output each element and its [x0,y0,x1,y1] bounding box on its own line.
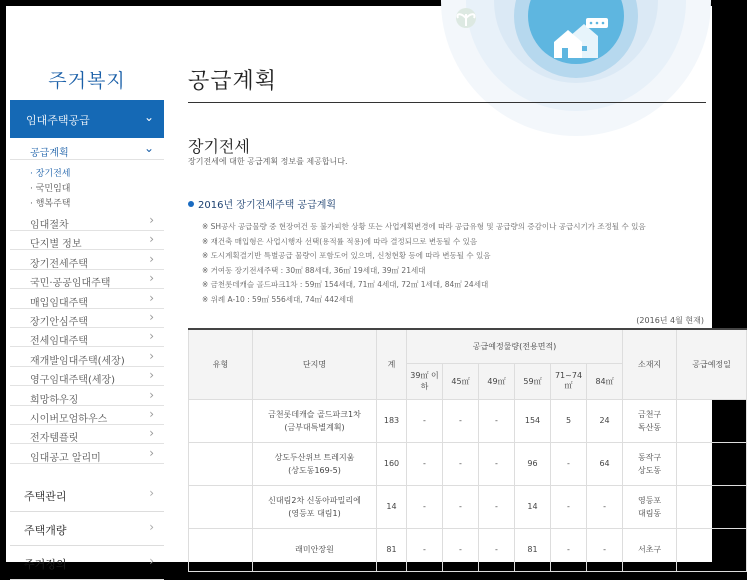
header-total: 계 [377,329,407,399]
chevron-right-icon: › [149,486,154,500]
table-row [189,528,747,571]
sidebar-item[interactable] [10,367,164,386]
sidebar-item-label: 장기안심주택 [30,317,88,328]
sidebar-item[interactable] [10,348,164,367]
page-title: 공급계획 [188,69,278,94]
cell-complex [253,442,377,485]
cell-schedule [677,485,747,528]
cell-area: - [479,399,515,442]
cell-area: - [587,528,623,571]
cell-area: 81 [515,528,551,571]
subheading-text: 2016년 장기전세주택 공급계획 [198,200,337,211]
cell-area: - [587,485,623,528]
chevron-right-icon: › [149,554,154,568]
chevron-right-icon: › [149,310,154,324]
sidebar-sub3-national[interactable]: · 국민임대 [30,184,71,194]
cell-area: - [443,528,479,571]
as-of-date: (2016년 4월 현재) [636,316,704,325]
cell-complex-detail: (상도동169-5) [288,465,341,475]
cell-location-dong: 독산동 [637,422,662,432]
cell-location-dong: 상도동 [637,465,662,475]
cell-area: - [407,485,443,528]
sidebar-main-housing-mgmt[interactable] [10,478,164,512]
chevron-right-icon: › [149,329,154,344]
cell-location-district: 영등포 [637,495,662,505]
cell-location-district: 동작구 [637,452,662,462]
cell-type [189,442,253,485]
cell-total: 183 [377,399,407,442]
note-item: ※ 거여동 장기전세주택 : 30㎡ 88세대, 36㎡ 19세대, 39㎡ 21세대 [202,265,426,275]
cell-location-district: 금천구 [637,409,662,419]
sidebar-sub-label: 공급계획 [30,148,69,159]
cell-complex-detail: (금부대특별계획) [284,422,345,432]
note-item: ※ 도시계획결기반 특별공급 물량이 포함도어 있으며, 신청현황 등에 따라 변동될 수 있음 [202,251,491,260]
cell-location [623,528,677,571]
cell-area: 5 [551,399,587,442]
cell-location-dong: 대림동 [637,508,662,518]
cell-area: - [407,399,443,442]
cell-location [623,399,677,442]
cell-area: 14 [515,485,551,528]
cell-area: 96 [515,442,551,485]
sidebar-section-rental-supply[interactable] [10,100,164,138]
sidebar-main-label: 주택개량 [24,524,67,537]
cell-total: 14 [377,485,407,528]
sidebar-main-housing-improve[interactable] [10,512,164,546]
header-decoration [386,6,716,136]
supply-plan-table [188,328,747,572]
chevron-right-icon: › [149,348,154,363]
bullet-icon [188,201,194,207]
cell-area: 24 [587,399,623,442]
notes-list [202,220,702,307]
note-item: ※ 재건축 매입형은 사업시행자 선택(용적률 적용)에 따라 결정되므로 변동될 수 있음 [202,236,478,246]
cell-total: 81 [377,528,407,571]
header-type: 유형 [189,329,253,399]
table-row [189,485,747,528]
cell-area: - [479,485,515,528]
sidebar-item[interactable] [10,251,164,270]
cell-complex [253,485,377,528]
chevron-right-icon: › [149,407,154,421]
sidebar-item[interactable] [10,328,164,347]
cell-location-district: 서초구 [637,545,662,554]
cell-location [623,485,677,528]
sidebar-item-label: 단지별 정보 [30,239,82,251]
cell-area: - [551,485,587,528]
chevron-right-icon: › [149,271,154,286]
header-area: 45㎡ [443,363,479,399]
note-item: ※ 금천롯데캐슬 골드파크1차 : 59㎡ 154세대, 71㎡ 4세대, 72㎡ 1세대, 84㎡ 24세대 [202,280,489,289]
cell-total: 160 [377,442,407,485]
sidebar-item-label: 전자템플릿 [30,433,79,445]
header-area: 49㎡ [479,363,515,399]
chevron-right-icon: › [149,520,154,534]
chevron-right-icon: › [149,232,154,247]
table-row [189,399,747,442]
cell-complex-name: 상도두산위브 트레지움 [274,452,355,462]
cell-location [623,442,677,485]
sidebar-main-label: 주거정의 [24,558,67,571]
header-supply-group: 공급예정물량(전용면적) [407,329,623,363]
cell-area: - [551,442,587,485]
sidebar-sub3-jeonse[interactable]: · 장기전세 [30,169,71,179]
cell-area: - [407,442,443,485]
sidebar-item-label: 장기전세주택 [30,258,88,270]
cell-complex [253,528,377,571]
header-area: 59㎡ [515,363,551,399]
cell-area: 154 [515,399,551,442]
sidebar-item-label: 국민·공공임대주택 [30,278,111,290]
chevron-right-icon: › [149,290,154,305]
chevron-right-icon: › [149,426,154,441]
sidebar-item[interactable] [10,212,164,231]
sidebar-item[interactable] [10,445,164,464]
cell-complex [253,399,377,442]
cell-area: - [407,528,443,571]
sidebar-item[interactable] [10,231,164,250]
cell-area: - [443,399,479,442]
cell-area: - [551,528,587,571]
chevron-right-icon: › [149,445,154,460]
cell-complex-detail: (영등포 대림1) [288,508,341,518]
section-title: 장기전세 [188,137,250,156]
sidebar-title: 주거복지 [48,70,126,92]
sidebar-item[interactable] [10,309,164,328]
cell-area: 64 [587,442,623,485]
sidebar-item-label: 전세임대주택 [30,336,88,348]
subheading [188,196,336,211]
chevron-down-icon: ⌄ [143,110,154,124]
header-schedule: 공급예정일 [677,329,747,399]
cell-schedule [677,528,747,571]
cell-area: - [479,442,515,485]
chevron-down-icon: ⌄ [143,141,154,155]
chevron-right-icon: › [149,387,154,402]
sidebar-item[interactable] [10,425,164,444]
sidebar-main-housing-justice[interactable] [10,546,164,580]
sidebar-item[interactable] [10,290,164,309]
cell-area: - [479,528,515,571]
table-row [189,442,747,485]
cell-schedule [677,399,747,442]
sidebar-item[interactable] [10,387,164,406]
sprout-icon [456,8,476,28]
header-area: 71~74㎡ [551,363,587,399]
sidebar-item-label: 임대공고 알리미 [30,452,101,464]
cell-area: - [443,442,479,485]
cell-schedule [677,442,747,485]
header-location: 소재지 [623,329,677,399]
cell-type [189,528,253,571]
cell-complex-name: 신대림2차 신동아파밀리에 [268,495,361,505]
sidebar-item[interactable] [10,270,164,289]
sidebar-item[interactable] [10,406,164,425]
header-area: 84㎡ [587,363,623,399]
note-item: ※ 위례 A-10 : 59㎡ 556세대, 74㎡ 442세대 [202,294,354,304]
page-frame [6,6,731,571]
title-divider [188,102,706,103]
sidebar-item-label: 매입임대주택 [30,297,88,309]
sidebar-sub3-happy[interactable]: · 행복주택 [30,199,71,209]
note-item: ※ SH공사 공급물량 중 현장여건 등 불가피한 상황 또는 사업계획변경에 따라 공급유형 및 공급량의 증감이나 공급시기가 조정될 수 있음 [202,222,646,231]
sidebar [10,6,164,571]
cell-complex-name: 금천롯데캐슬 골드파크1차 [268,409,361,419]
cell-complex-name: 래미안장원 [295,545,334,554]
sidebar-item-label: 영구임대주택(세장) [30,375,116,387]
cell-type [189,399,253,442]
cell-type [189,485,253,528]
sidebar-item-label: 희망하우징 [30,394,79,406]
sidebar-sub-supply-plan[interactable] [10,138,164,160]
chevron-right-icon: › [149,368,154,383]
chevron-right-icon: › [149,251,154,266]
sidebar-section-label: 임대주택공급 [26,114,90,127]
cell-area: - [443,485,479,528]
sidebar-item-label: 재개발임대주택(세장) [30,355,125,367]
sidebar-item-label: 임대절차 [30,220,69,231]
chevron-right-icon: › [149,213,154,227]
header-area: 39㎡ 이하 [407,363,443,399]
sidebar-main-label: 주택관리 [24,490,67,503]
header-complex: 단지명 [253,329,377,399]
section-description: 장기전세에 대한 공급계획 정보를 제공합니다. [188,157,348,166]
sidebar-item-label: 시이버모엄하우스 [30,414,108,425]
